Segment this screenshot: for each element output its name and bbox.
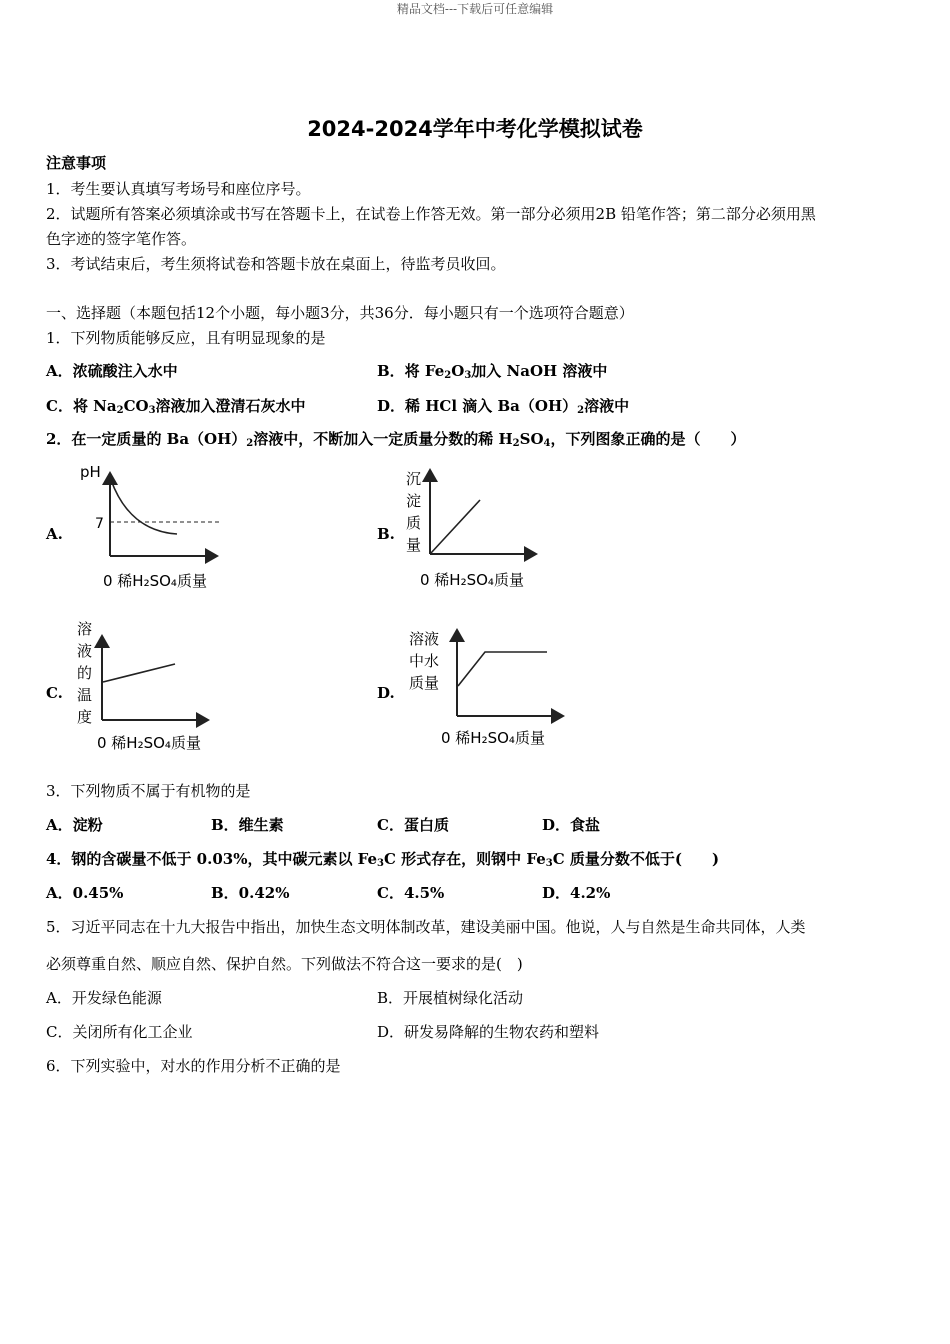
y-label: pH [80,463,101,481]
question-5-line-2: 必须尊重自然、顺应自然、保护自然。下列做法不符合这一要求的是( ) [46,955,523,973]
question-5-line-1: 5．习近平同志在十九大报告中指出，加快生态文明体制改革，建设美丽中国。他说，人与自然是生命共同体，人类 [46,918,806,936]
y-label-3: 质量 [409,674,440,692]
question-4-stem: 4．钢的含碳量不低于 0.03%，其中碳元素以 $Fe_3C$ 形式存在，则钢中 $Fe_3C$ 质量分数不低于( ) [46,850,720,869]
graph-b [398,462,558,592]
y-label-2: 中水 [409,652,440,670]
notice-heading: 注意事项 [46,154,107,172]
q3-option-b: B．维生素 [211,816,284,834]
q5-option-a: A．开发绿色能源 [46,989,162,1007]
x-label: 0 稀H₂SO₄质量 [441,729,545,747]
y-label-1: 沉 [406,470,422,488]
notice-item: 2．试题所有答案必须填涂或书写在答题卡上，在试卷上作答无效。第一部分必须用2B 铅笔作答；第二部分必须用黑 [46,205,816,223]
q4-option-d: D．4.2% [542,884,611,902]
temperature-line [103,664,175,682]
graph-c [75,618,235,756]
notice-item: 色字迹的签字笔作答。 [46,230,197,248]
notice-item: 1．考生要认真填写考场号和座位序号。 [46,180,311,198]
graph-d-label: D. [377,684,395,702]
q5-option-c: C．关闭所有化工企业 [46,1023,193,1041]
question-1-stem: 1．下列物质能够反应，且有明显现象的是 [46,329,326,347]
q1-option-c: C．将 $Na_2CO_3$溶液加入澄清石灰水中 [46,397,306,416]
graph-d [405,622,570,750]
y-label-2: 淀 [406,492,422,510]
header-note: 精品文档---下载后可任意编辑 [396,2,554,16]
ph-curve [111,480,177,534]
y-label-2: 液 [77,642,93,660]
graph-a [75,458,235,593]
y-label-4: 温 [77,686,93,704]
graph-b-label: B. [377,525,395,543]
notice-item: 3．考试结束后，考生须将试卷和答题卡放在桌面上，待监考员收回。 [46,255,506,273]
section-heading: 一、选择题（本题包括12个小题，每小题3分，共36分．每小题只有一个选项符合题意） [46,304,634,322]
graph-c-label: C. [46,684,63,702]
q1-option-b: B．将 $Fe_2O_3$加入 NaOH 溶液中 [377,362,608,381]
y-label-1: 溶液 [409,630,440,648]
precipitate-line [431,500,480,553]
q5-option-d: D．研发易降解的生物农药和塑料 [377,1023,600,1041]
x-label: 0 稀H₂SO₄质量 [97,734,201,752]
graph-a-label: A. [46,525,63,543]
y-label-3: 的 [77,664,93,682]
q4-option-c: C．4.5% [377,884,445,902]
page-title: 2024-2024学年中考化学模拟试卷 [307,117,643,141]
q3-option-d: D．食盐 [542,816,601,834]
q4-option-a: A．0.45% [46,884,124,902]
y-label-5: 度 [77,708,93,726]
q3-option-c: C．蛋白质 [377,816,449,834]
x-label: 0 稀H₂SO₄质量 [103,572,207,590]
q4-option-b: B．0.42% [211,884,290,902]
tick-7: 7 [95,516,104,532]
y-label-3: 质 [406,514,422,532]
y-label-1: 溶 [77,620,93,638]
q3-option-a: A．淀粉 [46,816,103,834]
question-2-stem: 2．在一定质量的 $Ba(OH)_2$溶液中，不断加入一定质量分数的稀 $H_2SO_4$，下列图象正确的是（ ） [46,430,746,449]
q1-option-d: D．稀 HCl 滴入 $Ba(OH)_2$溶液中 [377,397,630,416]
question-3-stem: 3．下列物质不属于有机物的是 [46,782,251,800]
x-label: 0 稀H₂SO₄质量 [420,571,524,589]
water-mass-line [458,652,547,686]
q1-option-a: A．浓硫酸注入水中 [46,362,178,380]
q5-option-b: B．开展植树绿化活动 [377,989,524,1007]
question-6-stem: 6．下列实验中，对水的作用分析不正确的是 [46,1057,341,1075]
y-label-4: 量 [406,536,422,554]
